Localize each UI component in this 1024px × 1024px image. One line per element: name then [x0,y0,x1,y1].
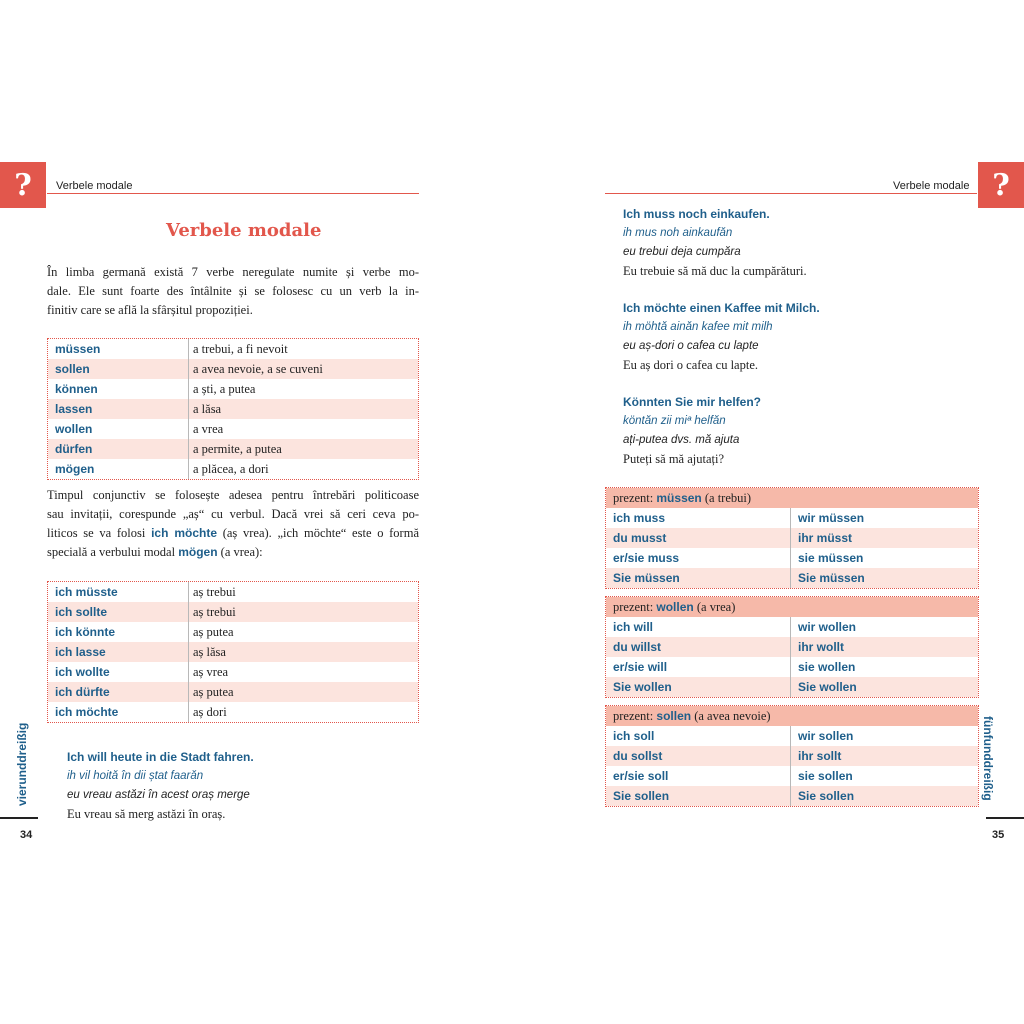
table-row [606,548,978,568]
plural-form: wir sollen [798,729,854,743]
page-title: Verbele modale [166,220,322,241]
table-row [48,642,418,662]
header-rule-right [605,193,977,194]
intro-paragraph [47,263,419,320]
romanian-cell: a permite, a putea [193,442,282,456]
plural-form: ihr sollt [798,749,842,763]
table-row [48,439,418,459]
german-cell: sollen [48,359,189,379]
table-row [48,662,418,682]
example-phonetic: ih mus noh ainkaufăn [623,227,733,239]
table-row [606,746,978,766]
plural-form: sie wollen [798,660,856,674]
table-row [48,602,418,622]
table-row [606,786,978,806]
question-badge-icon: ? [978,162,1024,208]
table-row [606,637,978,657]
conjugation-table-mussen [605,487,979,589]
table-row [48,399,418,419]
table-row [606,677,978,697]
table-row [48,682,418,702]
german-cell: ich sollte [48,602,189,622]
german-cell: ich wollte [48,662,189,682]
plural-form: sie sollen [798,769,853,783]
table-row [606,657,978,677]
table-row [48,702,418,722]
question-badge-icon: ? [0,162,46,208]
table-row [606,726,978,746]
intro-line: finitiv care se află la sfârșitul propoziției. [47,303,253,317]
table-header [606,706,978,726]
example-german: Ich möchte einen Kaffee mit Milch. [623,301,820,315]
plural-form: Sie sollen [798,789,855,803]
plural-form: ihr müsst [798,531,853,545]
para-text: (a vrea): [217,545,263,559]
romanian-cell: aș trebui [193,605,236,619]
intro-line: dale. Ele sunt foarte des întâlnite și se folosesc cu un verb la in- [47,284,419,298]
german-cell: ich dürfte [48,682,189,702]
german-cell: können [48,379,189,399]
tense-label: prezent: [613,600,657,614]
table-row [48,582,418,602]
intro-line: În limba germană există 7 verbe neregulate numite și verbe mo- [47,265,419,279]
example-phonetic: ih möhtă ainăn kafee mit milh [623,321,773,333]
german-cell: müssen [48,339,189,359]
example-phonetic: ih vil hoită în dii ștat faarăn [67,770,204,782]
plural-form: Sie wollen [798,680,857,694]
verb-name: wollen [656,600,694,614]
romanian-cell: a ști, a putea [193,382,256,396]
romanian-cell: a avea nevoie, a se cuveni [193,362,323,376]
table-body [606,726,978,806]
verb-name: müssen [656,491,702,505]
example-literal: eu aș-dori o cafea cu lapte [623,340,759,352]
para-text: (aș vrea). „ich möchte“ este o formă [217,526,419,540]
conjugation-table-sollen [605,705,979,807]
highlight-term: mögen [178,545,218,559]
verb-meaning: (a avea nevoie) [691,709,771,723]
table-row [48,359,418,379]
verb-name: sollen [656,709,692,723]
plural-form: wir wollen [798,620,857,634]
romanian-cell: aș trebui [193,585,236,599]
table-row [606,528,978,548]
table-header [606,488,978,508]
example-translation: Eu vreau să merg astăzi în oraș. [67,807,226,821]
example-block [623,299,820,375]
side-page-word-left: vierunddreißig [15,722,29,806]
german-cell: lassen [48,399,189,419]
singular-form: er/sie soll [606,766,791,786]
singular-form: er/sie will [606,657,791,677]
singular-form: du sollst [606,746,791,766]
example-literal: eu vreau astăzi în acest oraș merge [67,789,250,801]
table-row [606,568,978,588]
running-header-left: Verbele modale [56,180,133,192]
table-row [606,766,978,786]
german-cell: ich müsste [48,582,189,602]
german-cell: ich könnte [48,622,189,642]
example-phonetic: köntăn zii miª helfăn [623,415,726,427]
singular-form: Sie sollen [606,786,791,806]
example-literal: eu trebui deja cumpăra [623,246,741,258]
page-number-rule-right [986,817,1024,819]
romanian-cell: aș putea [193,685,234,699]
german-cell: ich möchte [48,702,189,722]
example-german: Ich muss noch einkaufen. [623,207,770,221]
example-translation: Eu aș dori o cafea cu lapte. [623,358,759,372]
side-page-word-right: fünfunddreißig [981,716,995,801]
singular-form: ich will [606,617,791,637]
table-header [606,597,978,617]
para-line: Timpul conjunctiv se folosește adesea pentru întrebări politicoase [47,488,419,502]
example-german: Ich will heute in die Stadt fahren. [67,750,254,764]
romanian-cell: a trebui, a fi nevoit [193,342,288,356]
singular-form: Sie müssen [606,568,791,588]
romanian-cell: aș dori [193,705,227,719]
table-row [606,508,978,528]
page-number-rule-left [0,817,38,819]
german-cell: dürfen [48,439,189,459]
header-rule-left [47,193,419,194]
para-text: specială a verbului modal [47,545,179,559]
singular-form: du willst [606,637,791,657]
para-line: sau invitații, corespunde „aș“ cu verbul. Dacă vrei să ceri ceva po- [47,507,419,521]
example-german: Könnten Sie mir helfen? [623,395,762,409]
para-text: liticos se va folosi [47,526,152,540]
table-row [48,379,418,399]
table-row [606,617,978,637]
romanian-cell: aș vrea [193,665,229,679]
singular-form: ich muss [606,508,791,528]
plural-form: Sie müssen [798,571,865,585]
verb-meaning: (a vrea) [693,600,736,614]
romanian-cell: aș lăsa [193,645,226,659]
running-header-right: Verbele modale [893,180,970,192]
table-row [48,622,418,642]
conjunctiv-paragraph [47,486,419,562]
plural-form: sie müssen [798,551,864,565]
singular-form: ich soll [606,726,791,746]
page-number-left: 34 [20,829,33,841]
table-body [606,617,978,697]
example-block [623,205,807,281]
example-translation: Eu trebuie să mă duc la cumpărături. [623,264,807,278]
plural-form: wir müssen [798,511,865,525]
romanian-cell: aș putea [193,625,234,639]
german-cell: mögen [48,459,189,479]
singular-form: du musst [606,528,791,548]
plural-form: ihr wollt [798,640,844,654]
example-literal: ați-putea dvs. mă ajuta [623,434,740,446]
singular-form: er/sie muss [606,548,791,568]
example-block-left [67,748,254,824]
romanian-cell: a vrea [193,422,224,436]
table-row [48,339,418,359]
verb-meaning: (a trebui) [701,491,752,505]
romanian-cell: a plăcea, a dori [193,462,269,476]
table-row [48,419,418,439]
modal-verbs-table [47,338,419,480]
tense-label: prezent: [613,491,657,505]
romanian-cell: a lăsa [193,402,222,416]
german-cell: wollen [48,419,189,439]
conjunctiv-table [47,581,419,723]
para-line [47,543,419,562]
tense-label: prezent: [613,709,657,723]
table-body [606,508,978,588]
example-block [623,393,761,469]
highlight-term: ich möchte [151,526,217,540]
conjugation-table-wollen [605,596,979,698]
example-translation: Puteți să mă ajutați? [623,452,725,466]
singular-form: Sie wollen [606,677,791,697]
page-number-right: 35 [992,829,1005,841]
para-line [47,524,419,543]
table-row [48,459,418,479]
german-cell: ich lasse [48,642,189,662]
